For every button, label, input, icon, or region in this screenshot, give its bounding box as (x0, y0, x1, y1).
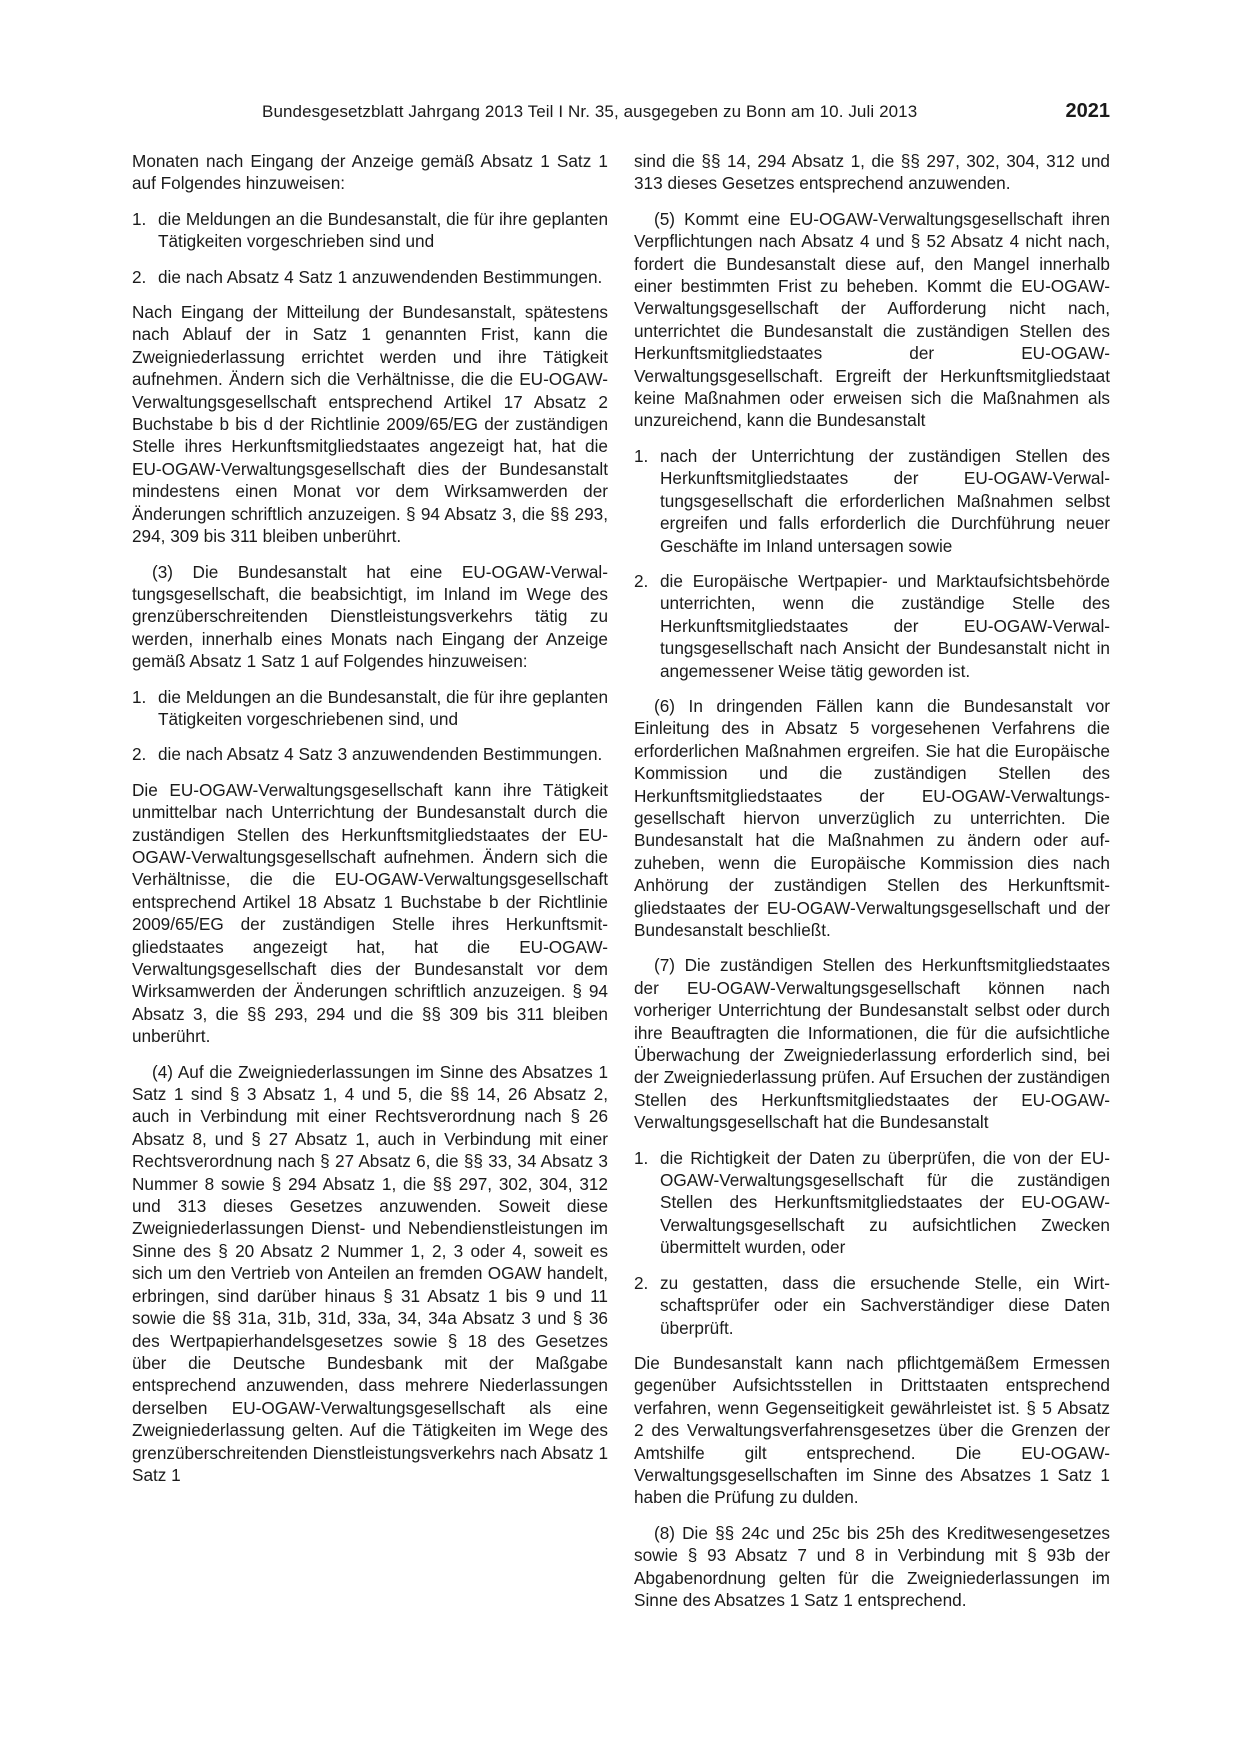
list-item-number: 2. (634, 570, 649, 591)
list-item (132, 266, 608, 288)
list-item-text: die Europäische Wertpapier- und Marktaufsichtsbehörde unterrichten, wenn die zuständige Stelle des Herkunftsmitgliedstaates der EU-OGAW-Verwaltungsgesellschaft nach Ansicht der Bundesanstalt nicht in angemessener Weise tätig geworden ist. (660, 570, 1110, 681)
left-paragraph-3: (3) Die Bundesanstalt hat eine EU-OGAW-Verwaltungsgesellschaft, die beabsichtigt, im Inland im Wege des grenzüberschreitenden Dienstleistungsverkehrs tätig zu werden, innerhalb eines Monats nach Eingang der Anzeige gemäß Absatz 1 Satz 1 auf Folgendes hinzuweisen: (132, 561, 608, 672)
right-paragraph-1: sind die §§ 14, 294 Absatz 1, die §§ 297, 302, 304, 312 und 313 dieses Gesetzes entsprechend anzuwenden. (634, 151, 1110, 194)
list-item-text: die nach Absatz 4 Satz 3 anzuwendenden Bestimmungen. (158, 744, 603, 765)
right-paragraph-3: (6) In dringenden Fällen kann die Bundesanstalt vor Einleitung des in Absatz 5 vorgesehenen Verfahrens die erforderlichen Maßnahmen ergreifen. Sie hat die Europäische Kommission und die zuständigen Stellen des Herkunftsmitgliedstaates der EU-OGAW-Verwaltungsgesellschaft hiervon unverzüglich zu unterrichten. Die Bundesanstalt hat die Maßnahmen zu ändern oder aufzuheben, wenn die Europäische Kommission dies nach Anhörung der zuständigen Stellen des Herkunftsmitgliedstaates der EU-OGAW-Verwaltungsgesellschaft und der Bundesanstalt beschließt. (634, 695, 1110, 940)
list-item-text: die Richtigkeit der Daten zu überprüfen, die von der EU-OGAW-Verwaltungsgesellschaft für die zuständigen Stellen des Herkunftsmitgliedstaates der EU-OGAW-Verwaltungsgesellschaft zu aufsichtlichen Zwecken übermittelt wurden, oder (660, 1147, 1110, 1258)
running-header (132, 100, 1110, 130)
list-item-number: 2. (634, 1272, 649, 1293)
right-paragraph-6: (8) Die §§ 24c und 25c bis 25h des Kreditwesengesetzes sowie § 93 Absatz 7 und 8 in Verbindung mit § 93b der Abgabenordnung gelten für die Zweigniederlassungen im Sinne des Absatzes 1 Satz 1 entsprechend. (634, 1522, 1110, 1610)
left-paragraph-5: (4) Auf die Zweigniederlassungen im Sinne des Absatzes 1 Satz 1 sind § 3 Absatz 1, 4 und 5, die §§ 14, 26 Absatz 2, auch in Verbindung mit einer Rechtsverordnung nach § 26 Absatz 8, und § 27 Absatz 1, auch in Verbindung mit einer Rechtsverordnung nach § 27 Absatz 6, die §§ 33, 34 Absatz 3 Nummer 8 sowie § 294 Absatz 1, die §§ 297, 302, 304, 312 und 313 dieses Gesetzes anzuwenden. Soweit diese Zweigniederlassungen Dienst- und Nebendienstleistungen im Sinne des § 20 Absatz 2 Nummer 1, 2, 3 oder 4, soweit es sich um den Vertrieb von Anteilen an fremden OGAW handelt, erbringen, sind darüber hinaus § 31 Absatz 1 bis 9 und 11 sowie die §§ 31a, 31b, 31d, 33a, 34, 34a Absatz 3 und § 36 des Wertpapierhandelsgesetzes sowie § 18 des Gesetzes über die Deutsche Bundesbank mit der Maßgabe entsprechend anzuwenden, dass mehrere Niederlassungen derselben EU-OGAW-Verwaltungsgesellschaft als eine Zweigniederlassung gelten. Auf die Tätigkeiten im Wege des grenzüberschreitenden Dienstleistungsverkehrs nach Absatz 1 Satz 1 (132, 1061, 608, 1485)
list-item-number: 2. (132, 744, 147, 765)
list-item-number: 1. (132, 208, 147, 229)
list-item (132, 208, 608, 253)
left-column (132, 150, 608, 1499)
list-item (634, 1147, 1110, 1259)
list-item-text: nach der Unterrichtung der zuständigen Stellen des Herkunftsmitgliedstaates der EU-OGAW-Verwaltungsgesellschaft die erforderlichen Maßnahmen selbst ergreifen und falls erforderlich die Durchführung neuer Geschäfte im Inland untersagen sowie (660, 445, 1110, 556)
list-item-number: 2. (132, 266, 147, 287)
list-item-text: die Meldungen an die Bundesanstalt, die für ihre geplanten Tätigkeiten vorgeschriebenen sind, und (158, 686, 608, 729)
list-item (634, 570, 1110, 682)
list-item (132, 686, 608, 731)
right-column (634, 150, 1110, 1624)
list-item (634, 1272, 1110, 1339)
right-paragraph-4: (7) Die zuständigen Stellen des Herkunftsmitgliedstaates der EU-OGAW-Verwaltungsgesellschaft können nach vorheriger Unterrichtung der Bundesanstalt selbst oder durch ihre Beauftragten die Informationen, die für die aufsichtliche Überwachung der Zweigniederlassung erforderlich sind, bei der Zweigniederlassung prüfen. Auf Ersuchen der zuständigen Stellen des Herkunftsmitgliedstaates der EU-OGAW-Verwaltungsgesellschaft hat die Bundesanstalt (634, 955, 1110, 1133)
left-paragraph-2: Nach Eingang der Mitteilung der Bundesanstalt, spätestens nach Ablauf der in Satz 1 genannten Frist, kann die Zweigniederlassung errichtet werden und ihre Tätigkeit aufnehmen. Ändern sich die Verhältnisse, die die EU-OGAW-Verwaltungsgesellschaft entsprechend Artikel 17 Absatz 2 Buchstabe b bis d der Richtlinie 2009/65/EG der zuständigen Stelle ihres Herkunftsmitgliedstaates angezeigt hat, hat die EU-OGAW-Verwaltungsgesellschaft dies der Bundesanstalt mindestens einen Monat vor dem Wirksamwerden der Änderungen schriftlich anzuzeigen. § 94 Absatz 3, die §§ 293, 294, 309 bis 311 bleiben unberührt. (132, 302, 608, 547)
left-paragraph-1: Monaten nach Eingang der Anzeige gemäß Absatz 1 Satz 1 auf Folgendes hinzuweisen: (132, 151, 608, 194)
list-item-number: 1. (634, 445, 649, 466)
list-item (634, 445, 1110, 557)
list-item (132, 743, 608, 765)
list-item-text: die Meldungen an die Bundesanstalt, die für ihre geplanten Tätigkeiten vorgeschrieben sind und (158, 208, 608, 252)
right-paragraph-2: (5) Kommt eine EU-OGAW-Verwaltungsgesellschaft ihren Verpflichtungen nach Absatz 4 und § 52 Absatz 4 nicht nach, fordert die Bundesanstalt diese auf, den Mangel innerhalb einer bestimmten Frist zu beheben. Kommt die EU-OGAW-Verwaltungsgesellschaft der Aufforderung nicht nach, unterrichtet die Bundesanstalt die zuständigen Stellen des Herkunftsmitgliedstaates der EU-OGAW-Verwaltungsgesellschaft. Ergreift der Herkunftsmitgliedstaat keine Maßnahmen oder erweisen sich die Maßnahmen als unzureichend, kann die Bundesanstalt (634, 208, 1110, 431)
list-item-text: zu gestatten, dass die ersuchende Stelle, ein Wirtschaftsprüfer oder ein Sachverständiger diese Daten überprüft. (660, 1272, 1110, 1338)
list-item-number: 1. (634, 1147, 649, 1168)
page-number: 2021 (1065, 100, 1110, 122)
left-paragraph-4: Die EU-OGAW-Verwaltungsgesellschaft kann ihre Tätigkeit unmittelbar nach Unterrichtung der Bundesanstalt durch die zuständigen Stellen des Herkunftsmitgliedstaates der EU-OGAW-Verwaltungsgesellschaft aufnehmen. Ändern sich die Verhältnisse, die die EU-OGAW-Verwaltungsgesellschaft entsprechend Artikel 18 Absatz 1 Buchstabe b der Richtlinie 2009/65/EG der zuständigen Stelle ihres Herkunftsmitgliedstaates angezeigt hat, hat die EU-OGAW-Verwaltungsgesellschaft dies der Bundesanstalt vor dem Wirksamwerden der Änderungen schriftlich anzuzeigen. § 94 Absatz 3, die §§ 293, 294 und die §§ 309 bis 311 bleiben unberührt. (132, 779, 608, 1047)
list-item-number: 1. (132, 686, 147, 707)
list-item-text: die nach Absatz 4 Satz 1 anzuwendenden Bestimmungen. (158, 266, 603, 287)
right-paragraph-5: Die Bundesanstalt kann nach pflichtgemäßem Ermessen gegenüber Aufsichtsstellen in Drittstaaten entsprechend verfahren, wenn Gegenseitigkeit gewährleistet ist. § 5 Absatz 2 des Verwaltungsverfahrensgesetzes über die Grenzen der Amtshilfe gilt entsprechend. Die EU-OGAW-Verwaltungsgesellschaften im Sinne des Absatzes 1 Satz 1 haben die Prüfung zu dulden. (634, 1352, 1110, 1508)
header-title: Bundesgesetzblatt Jahrgang 2013 Teil I Nr. 35, ausgegeben zu Bonn am 10. Juli 2013 (262, 102, 918, 121)
